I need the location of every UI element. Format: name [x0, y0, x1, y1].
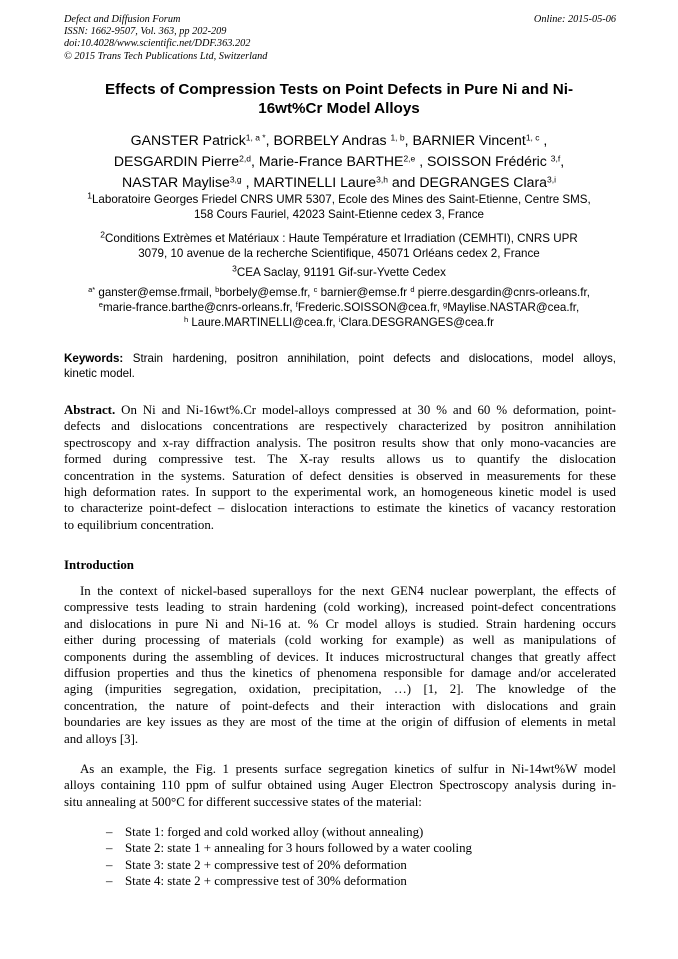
affiliation-line: [50, 265, 628, 280]
author-name: MARTINELLI Laure: [253, 174, 377, 190]
intro-paragraph-1: [64, 583, 616, 747]
email-link[interactable]: borbely@emse.fr,: [219, 286, 314, 299]
journal-header: [64, 14, 267, 63]
email-line: [50, 315, 628, 330]
abstract-section: [64, 402, 616, 533]
email-sup: h: [183, 314, 189, 324]
email-link[interactable]: ganster@emse.frmail,: [95, 286, 216, 299]
paragraph-line: aging (impurities segregation, oxidation, precipitation, …) [1, 2]. The knowledge of the: [64, 682, 616, 697]
author-sup: 3,i: [546, 174, 556, 185]
abstract-line: formed during compressive test. The X-ray results allows us to quantify the dislocation: [64, 452, 616, 467]
paragraph-line: diffusion properties and thus the kinetics of phenomena responsible for damage and/or accelerated: [64, 666, 616, 681]
bullet-dash: –: [106, 873, 113, 888]
author-sup: 1, c: [525, 132, 540, 143]
affiliation-text: Laboratoire Georges Friedel CNRS UMR 5307, Ecole des Mines des Saint-Etienne, Centre SMS,: [91, 193, 591, 206]
journal-name: Defect and Diffusion Forum: [64, 14, 181, 25]
bullet-dash: –: [106, 825, 113, 839]
title-line-1: Effects of Compression Tests on Point Defects in Pure Ni and Ni-: [104, 81, 574, 98]
paragraph-line: either during processing of materials (cold working for example) as well as manipulations of: [64, 633, 616, 648]
paragraph-line: compressive tests leading to strain hardening (cold working), increased point-defect concentrations: [64, 600, 616, 615]
author-sep: ,: [539, 132, 548, 148]
keywords-line: [64, 351, 616, 366]
affiliation-line: 158 Cours Fauriel, 42023 Saint-Etienne cedex 3, France: [193, 208, 484, 222]
author-name: BORBELY Andras: [273, 132, 391, 148]
email-link[interactable]: Clara.DESGRANGES@cea.fr: [340, 316, 495, 329]
paragraph-line: and alloys [3].: [64, 731, 139, 746]
author-line: [50, 151, 628, 172]
author-name: DESGARDIN Pierre: [113, 153, 240, 169]
author-sup: 2,d: [239, 153, 251, 164]
paragraph-line: As an example, the Fig. 1 presents surface segregation kinetics of sulfur in Ni-14wt%W model: [80, 762, 616, 776]
author-name: SOISSON Frédéric: [427, 153, 551, 169]
email-sup: a*: [88, 284, 96, 294]
affiliation-3: [50, 265, 628, 280]
abstract-line: high deformation rates. In support to the experimental work, an homogeneous kinetic model is used: [64, 485, 616, 500]
list-item-text: State 3: state 2 + compressive test of 20% deformation: [125, 857, 407, 872]
issn: ISSN: 1662-9507, Vol. 363, pp 202-209: [64, 26, 227, 38]
affiliation-sup: 1: [87, 190, 92, 201]
list-item: [106, 840, 616, 856]
keywords-section: [64, 351, 616, 382]
email-sup: i: [338, 314, 341, 324]
keywords-line: kinetic model.: [64, 367, 135, 381]
bullet-dash: –: [106, 857, 113, 872]
affiliation-text: Conditions Extrèmes et Matériaux : Haute Température et Irradiation (CEMHTI), CNRS UPR: [105, 232, 578, 245]
author-name: DEGRANGES Clara: [419, 174, 547, 190]
paragraph-line: components during the assembling of devices. It induces microstructural changes that greatly affect: [64, 649, 616, 664]
state-list: [106, 824, 616, 889]
email-link[interactable]: Frederic.SOISSON@cea.fr,: [297, 301, 444, 314]
author-sep: ,: [241, 174, 254, 190]
title-line-2: 16wt%Cr Model Alloys: [258, 100, 420, 117]
author-sep: ,: [404, 132, 413, 148]
author-sep: ,: [265, 132, 274, 148]
author-name: BARNIER Vincent: [412, 132, 526, 148]
list-item: [106, 873, 616, 889]
abstract-line: spectroscopy and x-ray diffraction analysis. The positron results show that only mono-vacancies are: [64, 435, 616, 450]
author-sup: 3,h: [376, 174, 388, 185]
list-item-text: State 1: forged and cold worked alloy (without annealing): [125, 825, 424, 839]
affiliation-text: CEA Saclay, 91191 Gif-sur-Yvette Cedex: [236, 266, 446, 279]
paper-title: [60, 80, 618, 118]
author-name: GANSTER Patrick: [130, 132, 246, 148]
email-link[interactable]: pierre.desgardin@cnrs-orleans.fr,: [414, 286, 590, 299]
author-sep: ,: [415, 153, 428, 169]
email-link[interactable]: Maylise.NASTAR@cea.fr,: [447, 301, 580, 314]
abstract-label: Abstract.: [64, 403, 116, 417]
author-list: [50, 130, 628, 193]
affiliation-2: [50, 231, 628, 261]
email-line: [50, 285, 628, 300]
email-list: [50, 285, 628, 330]
affiliation-line: [50, 231, 628, 246]
author-sup: 2,e: [403, 153, 416, 164]
author-sep: ,: [560, 153, 565, 169]
paragraph-line: alloys containing 110 ppm of sulfur obtained using Auger Electron Spectroscopy analysis during in-: [64, 778, 616, 793]
email-sup: b: [215, 284, 220, 294]
keywords-text: Strain hardening, positron annihilation, point defects and dislocations, model alloys,: [123, 352, 616, 365]
paragraph-line: situ annealing at 500°C for different successive states of the material:: [64, 794, 422, 809]
author-line: [50, 130, 628, 151]
paragraph-line: concentration, the nature of point-defects and their interaction with dislocations and grain: [64, 698, 616, 713]
online-date: Online: 2015-05-06: [533, 14, 616, 25]
paragraph-line: and dislocations in pure Ni and Ni-16 at. % Cr model alloys is studied. Strain hardening occurs: [64, 616, 616, 631]
author-line: [50, 172, 628, 193]
author-sup: 1, b: [390, 132, 405, 143]
list-item-text: State 2: state 1 + annealing for 3 hours followed by a water cooling: [125, 841, 472, 856]
author-name: NASTAR Maylise: [122, 174, 230, 190]
abstract-text: On Ni and Ni-16wt%.Cr model-alloys compressed at 30 % and 60 % deformation, point-: [115, 403, 616, 417]
author-sep: and: [387, 174, 420, 190]
abstract-line: to characterize point-defect – dislocation interactions to estimate the kinetics of vacancy restoration: [64, 501, 616, 516]
author-sup: 3,g: [229, 174, 242, 185]
affiliation-1: [50, 192, 628, 222]
list-item: [106, 824, 616, 840]
author-name: Marie-France BARTHE: [258, 153, 404, 169]
keywords-label: Keywords:: [64, 352, 124, 365]
email-sup: g: [443, 299, 448, 309]
affiliation-line: 3079, 10 avenue de la recherche Scientifique, 45071 Orléans cedex 2, France: [138, 247, 540, 261]
abstract-line: concentration in the systems. Saturation of defect densities is observed in measurements for these: [64, 468, 616, 483]
affiliation-line: [50, 192, 628, 207]
abstract-line: [64, 402, 616, 418]
email-sup: c: [313, 284, 318, 294]
email-link[interactable]: barnier@emse.fr: [317, 286, 411, 299]
affiliation-sup: 2: [100, 229, 105, 240]
copyright: © 2015 Trans Tech Publications Ltd, Switzerland: [64, 50, 268, 62]
list-item: [106, 857, 616, 873]
paragraph-line: In the context of nickel-based superalloys for the next GEN4 nuclear powerplant, the effects of: [80, 584, 616, 598]
intro-paragraph-2: [64, 761, 616, 810]
email-sup: e: [98, 299, 103, 309]
author-sup: 3,f: [550, 153, 561, 164]
section-heading-introduction: Introduction: [64, 558, 134, 572]
email-link[interactable]: Laure.MARTINELLI@cea.fr,: [188, 316, 339, 329]
paragraph-line: boundaries are key issues as they are most of the time at the origin of diffusion of elements in metal: [64, 715, 616, 730]
doi: doi:10.4028/www.scientific.net/DDF.363.202: [64, 38, 251, 50]
email-link[interactable]: marie-france.barthe@cnrs-orleans.fr,: [102, 301, 296, 314]
author-sup: 1, a *: [245, 132, 266, 143]
author-sep: ,: [250, 153, 259, 169]
abstract-line: defects and dislocations concentrations are respectively characterized by positron annihilation: [64, 419, 616, 434]
email-sup: f: [295, 299, 298, 309]
abstract-line: to equilibrium concentration.: [64, 517, 214, 532]
email-line: [50, 300, 628, 315]
affiliation-sup: 3: [232, 263, 237, 274]
bullet-dash: –: [106, 841, 113, 856]
list-item-text: State 4: state 2 + compressive test of 30% deformation: [125, 873, 407, 888]
email-sup: d: [410, 284, 415, 294]
